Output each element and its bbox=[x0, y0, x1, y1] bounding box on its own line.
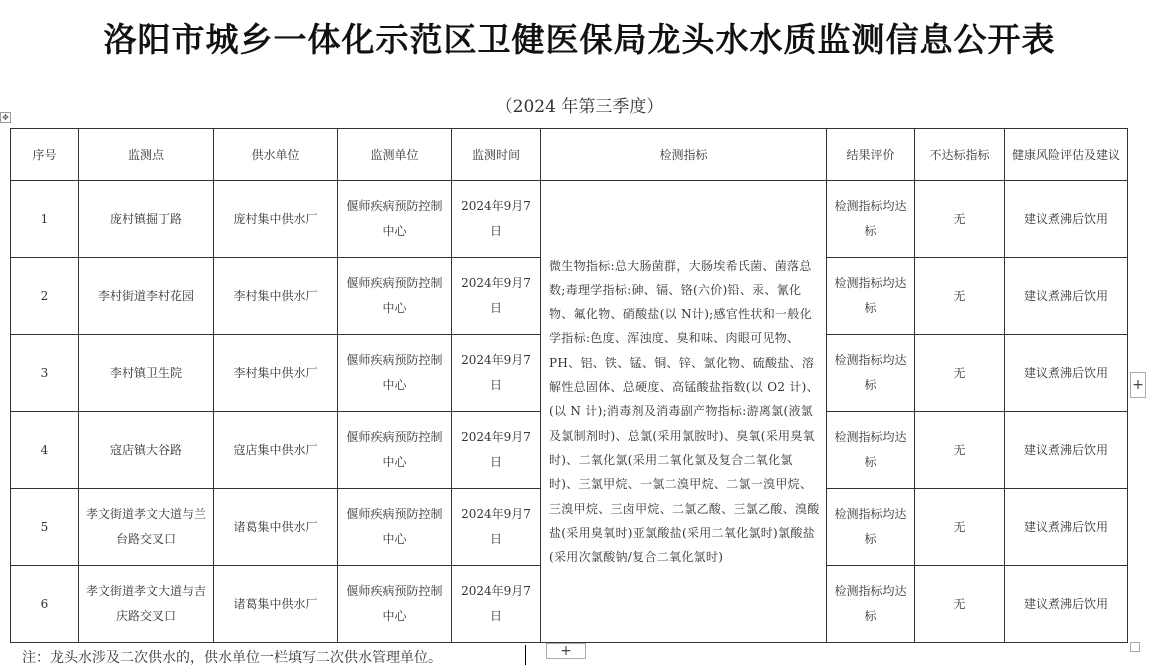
cell-health: 建议煮沸后饮用 bbox=[1005, 335, 1128, 412]
cell-time: 2024年9月7日 bbox=[452, 258, 541, 335]
cell-time: 2024年9月7日 bbox=[452, 489, 541, 566]
cell-no: 4 bbox=[11, 412, 79, 489]
cell-supplier: 寇店集中供水厂 bbox=[214, 412, 338, 489]
footer-note: 注：龙头水涉及二次供水的，供水单位一栏填写二次供水管理单位。 bbox=[22, 650, 442, 666]
cell-time: 2024年9月7日 bbox=[452, 181, 541, 258]
table-move-handle[interactable]: ✥ bbox=[0, 112, 11, 123]
cell-site: 李村街道李村花园 bbox=[79, 258, 214, 335]
cell-no: 2 bbox=[11, 258, 79, 335]
cell-health: 建议煮沸后饮用 bbox=[1005, 489, 1128, 566]
cell-health: 建议煮沸后饮用 bbox=[1005, 258, 1128, 335]
cell-fail: 无 bbox=[915, 489, 1005, 566]
cell-monitor: 偃师疾病预防控制中心 bbox=[338, 258, 452, 335]
table-header-row bbox=[11, 129, 1128, 181]
cell-supplier: 诸葛集中供水厂 bbox=[214, 489, 338, 566]
cell-site: 李村镇卫生院 bbox=[79, 335, 214, 412]
cell-time: 2024年9月7日 bbox=[452, 412, 541, 489]
cell-supplier: 庞村集中供水厂 bbox=[214, 181, 338, 258]
cell-site: 寇店镇大谷路 bbox=[79, 412, 214, 489]
cell-fail: 无 bbox=[915, 335, 1005, 412]
header-time: 监测时间 bbox=[452, 129, 541, 181]
cell-health: 建议煮沸后饮用 bbox=[1005, 412, 1128, 489]
cell-fail: 无 bbox=[915, 258, 1005, 335]
cell-site: 孝文街道孝文大道与吉庆路交叉口 bbox=[79, 566, 214, 643]
table-row bbox=[11, 181, 1128, 258]
header-health: 健康风险评估及建议 bbox=[1005, 129, 1128, 181]
cell-indicators: 微生物指标:总大肠菌群，大肠埃希氏菌、菌落总数;毒理学指标:砷、镉、铬(六价)铅、汞、氰化物、氟化物、硝酸盐(以 N计);感官性状和一般化学指标:色度、浑浊度、臭和味、肉眼可见物、PH、铝、铁、锰、铜、锌、氯化物、硫酸盐、溶解性总固体、总硬度、高锰酸盐指数(以 O2 计)、(以 N 计);消毒剂及消毒副产物指标:游离氯(液氯及氯制剂时)、总氯(采用氯胺时)、臭氧(采用臭氧时)、二氧化氯(采用二氧化氯及复合二氧化氯时)、三氯甲烷、一氯二溴甲烷、二氯一溴甲烷、三溴甲烷、三卤甲烷、二氯乙酸、三氯乙酸、溴酸盐(采用臭氧时)亚氯酸盐(采用二氧化氯时)氯酸盐(采用次氯酸钠/复合二氧化氯时) bbox=[541, 181, 827, 643]
water-quality-table bbox=[10, 128, 1128, 643]
cell-no: 6 bbox=[11, 566, 79, 643]
cell-result: 检测指标均达标 bbox=[827, 412, 915, 489]
cell-supplier: 李村集中供水厂 bbox=[214, 258, 338, 335]
cell-supplier: 诸葛集中供水厂 bbox=[214, 566, 338, 643]
cell-fail: 无 bbox=[915, 566, 1005, 643]
header-indicators: 检测指标 bbox=[541, 129, 827, 181]
document-title: 洛阳市城乡一体化示范区卫健医保局龙头水水质监测信息公开表 bbox=[103, 20, 1056, 59]
cell-no: 3 bbox=[11, 335, 79, 412]
cell-result: 检测指标均达标 bbox=[827, 335, 915, 412]
cell-fail: 无 bbox=[915, 412, 1005, 489]
add-column-button[interactable]: + bbox=[1130, 372, 1146, 398]
cell-health: 建议煮沸后饮用 bbox=[1005, 181, 1128, 258]
document-subtitle: （2024 年第三季度） bbox=[495, 97, 664, 117]
cell-site: 孝文街道孝文大道与兰台路交叉口 bbox=[79, 489, 214, 566]
header-supplier: 供水单位 bbox=[214, 129, 338, 181]
cell-time: 2024年9月7日 bbox=[452, 335, 541, 412]
table-resize-handle[interactable] bbox=[1130, 642, 1140, 652]
cell-result: 检测指标均达标 bbox=[827, 181, 915, 258]
cell-monitor: 偃师疾病预防控制中心 bbox=[338, 335, 452, 412]
add-row-button[interactable]: + bbox=[546, 643, 586, 659]
header-site: 监测点 bbox=[79, 129, 214, 181]
cell-fail: 无 bbox=[915, 181, 1005, 258]
cell-supplier: 李村集中供水厂 bbox=[214, 335, 338, 412]
cell-no: 1 bbox=[11, 181, 79, 258]
cell-no: 5 bbox=[11, 489, 79, 566]
cell-health: 建议煮沸后饮用 bbox=[1005, 566, 1128, 643]
cell-result: 检测指标均达标 bbox=[827, 489, 915, 566]
cell-monitor: 偃师疾病预防控制中心 bbox=[338, 412, 452, 489]
cell-monitor: 偃师疾病预防控制中心 bbox=[338, 489, 452, 566]
header-no: 序号 bbox=[11, 129, 79, 181]
cell-monitor: 偃师疾病预防控制中心 bbox=[338, 181, 452, 258]
text-cursor bbox=[525, 645, 526, 665]
cell-result: 检测指标均达标 bbox=[827, 258, 915, 335]
cell-result: 检测指标均达标 bbox=[827, 566, 915, 643]
header-result: 结果评价 bbox=[827, 129, 915, 181]
header-fail: 不达标指标 bbox=[915, 129, 1005, 181]
header-monitor: 监测单位 bbox=[338, 129, 452, 181]
cell-monitor: 偃师疾病预防控制中心 bbox=[338, 566, 452, 643]
cell-time: 2024年9月7日 bbox=[452, 566, 541, 643]
cell-site: 庞村镇掘丁路 bbox=[79, 181, 214, 258]
